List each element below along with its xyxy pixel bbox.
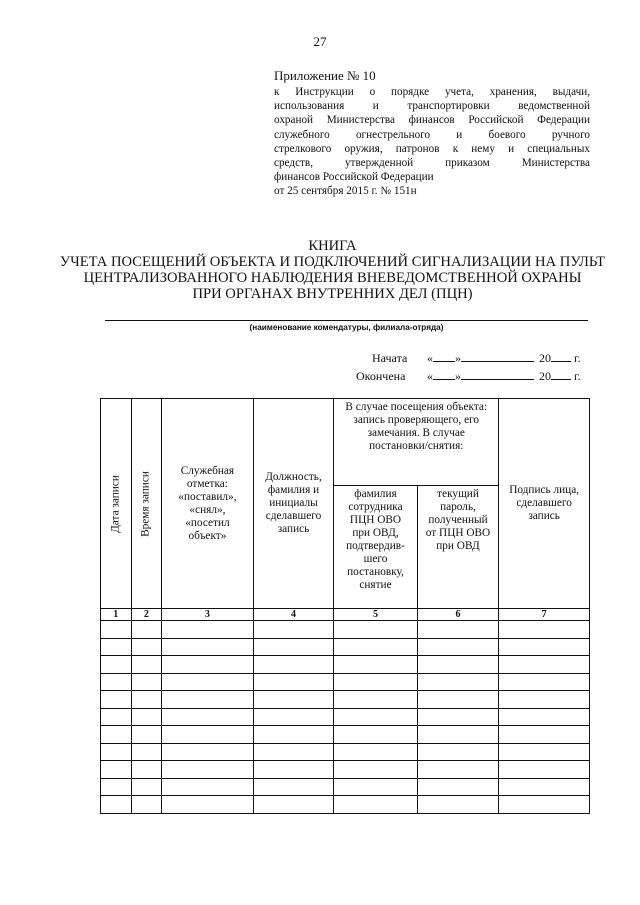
appendix-line: служебного огнестрельного и боевого ручного xyxy=(274,128,590,141)
table-row xyxy=(101,796,590,814)
table-cell[interactable] xyxy=(253,673,333,691)
column-number: 5 xyxy=(334,609,418,621)
year-prefix: 20 xyxy=(539,351,551,365)
table-cell[interactable] xyxy=(417,691,499,709)
appendix-line: к Инструкции о порядке учета, хранения, выдачи, xyxy=(274,86,590,98)
table-row xyxy=(101,656,590,674)
header-time-text: Время записи xyxy=(139,470,152,537)
end-year-blank[interactable] xyxy=(551,368,571,380)
year-prefix: 20 xyxy=(539,369,551,383)
book-title-line: УЧЕТА ПОСЕЩЕНИЙ ОБЪЕКТА И ПОДКЛЮЧЕНИЙ СИГНАЛИЗАЦИИ НА ПУЛЬТ xyxy=(59,254,606,270)
table-cell[interactable] xyxy=(162,743,254,761)
header-employee: фамилия сотрудника ПЦН ОВО при ОВД, подтвердив-шего постановку, снятие xyxy=(334,486,418,609)
start-month-blank[interactable] xyxy=(461,350,534,362)
table-cell[interactable] xyxy=(334,656,418,674)
table-row xyxy=(101,778,590,796)
table-cell[interactable] xyxy=(131,778,162,796)
appendix-block xyxy=(274,68,590,199)
table-cell[interactable] xyxy=(334,621,418,639)
table-cell[interactable] xyxy=(417,673,499,691)
table-cell[interactable] xyxy=(499,691,590,709)
table-cell[interactable] xyxy=(101,796,132,814)
table-cell[interactable] xyxy=(334,691,418,709)
quote-open: « xyxy=(427,369,433,383)
table-cell[interactable] xyxy=(417,761,499,779)
column-number: 2 xyxy=(131,609,162,621)
table-cell[interactable] xyxy=(253,761,333,779)
table-cell[interactable] xyxy=(162,691,254,709)
header-service-mark: Служебная отметка: «поставил», «снял», «посетил объект» xyxy=(162,399,254,609)
table-cell[interactable] xyxy=(131,708,162,726)
table-row xyxy=(101,691,590,709)
table-cell[interactable] xyxy=(334,708,418,726)
table-cell[interactable] xyxy=(499,621,590,639)
table-cell[interactable] xyxy=(253,621,333,639)
table-row xyxy=(101,673,590,691)
book-title xyxy=(40,238,625,302)
column-number: 4 xyxy=(253,609,333,621)
header-password: текущий пароль, полученный от ПЦН ОВО при ОВД xyxy=(417,486,499,609)
quote-open: « xyxy=(427,351,433,365)
table-cell[interactable] xyxy=(499,708,590,726)
header-position: Должность, фамилия и инициалы сделавшего запись xyxy=(253,399,333,609)
table-cell[interactable] xyxy=(334,761,418,779)
year-suffix: г. xyxy=(574,351,581,365)
table-cell[interactable] xyxy=(101,708,132,726)
column-number-row xyxy=(101,609,590,621)
table-cell[interactable] xyxy=(101,761,132,779)
table-cell[interactable] xyxy=(253,743,333,761)
table-cell[interactable] xyxy=(131,621,162,639)
table-cell[interactable] xyxy=(162,621,254,639)
table-cell[interactable] xyxy=(101,743,132,761)
table-cell[interactable] xyxy=(131,638,162,656)
table-row xyxy=(101,761,590,779)
table-cell[interactable] xyxy=(131,743,162,761)
appendix-line: средств, утвержденной приказом Министерства xyxy=(274,157,590,170)
table-cell[interactable] xyxy=(417,656,499,674)
start-date-row xyxy=(372,350,581,366)
quote-close: » xyxy=(455,369,461,383)
table-cell[interactable] xyxy=(101,656,132,674)
appendix-title: Приложение № 10 xyxy=(274,68,376,83)
table-cell[interactable] xyxy=(253,796,333,814)
table-cell[interactable] xyxy=(334,796,418,814)
table-cell[interactable] xyxy=(101,621,132,639)
table-cell[interactable] xyxy=(101,691,132,709)
table-cell[interactable] xyxy=(334,778,418,796)
end-month-blank[interactable] xyxy=(461,368,534,380)
table-row xyxy=(101,621,590,639)
table-cell[interactable] xyxy=(162,796,254,814)
table-cell[interactable] xyxy=(162,656,254,674)
appendix-line: стрелкового оружия, патронов к нему и специальных xyxy=(274,142,590,155)
table-row xyxy=(101,708,590,726)
table-cell[interactable] xyxy=(417,708,499,726)
appendix-line: охраной Министерства финансов Российской Федерации xyxy=(274,114,590,127)
table-cell[interactable] xyxy=(131,691,162,709)
column-number: 6 xyxy=(417,609,499,621)
table-cell[interactable] xyxy=(499,796,590,814)
table-cell[interactable] xyxy=(131,673,162,691)
table-cell[interactable] xyxy=(101,778,132,796)
table-row xyxy=(101,743,590,761)
start-year-blank[interactable] xyxy=(551,350,571,362)
book-heading: КНИГА xyxy=(308,238,357,254)
table-cell[interactable] xyxy=(131,761,162,779)
table-cell[interactable] xyxy=(131,656,162,674)
year-suffix: г. xyxy=(574,369,581,383)
end-date-label: Окончена xyxy=(356,369,406,383)
column-number: 1 xyxy=(101,609,132,621)
table-cell[interactable] xyxy=(417,743,499,761)
table-cell[interactable] xyxy=(162,673,254,691)
table-cell[interactable] xyxy=(162,708,254,726)
table-cell[interactable] xyxy=(417,621,499,639)
header-signature: Подпись лица, сделавшего запись xyxy=(499,399,590,609)
table-cell[interactable] xyxy=(162,638,254,656)
table-cell[interactable] xyxy=(334,743,418,761)
column-number: 3 xyxy=(162,609,254,621)
start-day-blank[interactable] xyxy=(433,350,455,362)
end-day-blank[interactable] xyxy=(433,368,455,380)
column-number: 7 xyxy=(499,609,590,621)
table-cell[interactable] xyxy=(499,761,590,779)
table-cell[interactable] xyxy=(253,656,333,674)
table-cell[interactable] xyxy=(101,638,132,656)
table-cell[interactable] xyxy=(334,726,418,744)
table-cell[interactable] xyxy=(499,656,590,674)
table-cell[interactable] xyxy=(417,778,499,796)
table-cell[interactable] xyxy=(131,796,162,814)
table-cell[interactable] xyxy=(253,638,333,656)
table-cell[interactable] xyxy=(334,638,418,656)
table-cell[interactable] xyxy=(131,726,162,744)
table-cell[interactable] xyxy=(101,673,132,691)
book-title-line: ЦЕНТРАЛИЗОВАННОГО НАБЛЮДЕНИЯ ВНЕВЕДОМСТВЕННОЙ ОХРАНЫ xyxy=(83,270,582,286)
table-cell[interactable] xyxy=(499,673,590,691)
table-cell[interactable] xyxy=(417,726,499,744)
book-title-line: ПРИ ОРГАНАХ ВНУТРЕННИХ ДЕЛ (ПЦН) xyxy=(192,286,473,302)
table-cell[interactable] xyxy=(253,726,333,744)
table-cell[interactable] xyxy=(162,761,254,779)
header-date xyxy=(101,399,132,609)
org-name-caption: (наименование комендатуры, филиала-отряда) xyxy=(249,323,444,332)
table-row xyxy=(101,726,590,744)
table-cell[interactable] xyxy=(253,691,333,709)
table-cell[interactable] xyxy=(499,638,590,656)
visits-log-table xyxy=(100,398,590,814)
end-date-row xyxy=(356,368,581,384)
table-cell[interactable] xyxy=(417,796,499,814)
page-number: 27 xyxy=(313,34,327,49)
table-row xyxy=(101,638,590,656)
table-cell[interactable] xyxy=(417,638,499,656)
table-cell[interactable] xyxy=(499,778,590,796)
quote-close: » xyxy=(455,351,461,365)
table-cell[interactable] xyxy=(162,726,254,744)
table-cell[interactable] xyxy=(253,778,333,796)
appendix-line: финансов Российской Федерации xyxy=(274,171,434,184)
appendix-line: использования и транспортировки ведомственной xyxy=(274,100,590,113)
table-cell[interactable] xyxy=(499,726,590,744)
table-cell[interactable] xyxy=(253,708,333,726)
header-date-text: Дата записи xyxy=(109,474,122,533)
start-date-label: Начата xyxy=(372,351,408,365)
table-cell[interactable] xyxy=(101,726,132,744)
header-time xyxy=(131,399,162,609)
table-cell[interactable] xyxy=(499,743,590,761)
header-group: В случае посещения объекта: запись проверяющего, его замечания. В случае постановки/снятия: xyxy=(334,399,499,486)
org-name-blank-line[interactable] xyxy=(105,320,588,321)
table-cell[interactable] xyxy=(162,778,254,796)
appendix-line: от 25 сентября 2015 г. № 151н xyxy=(274,185,417,198)
table-cell[interactable] xyxy=(334,673,418,691)
